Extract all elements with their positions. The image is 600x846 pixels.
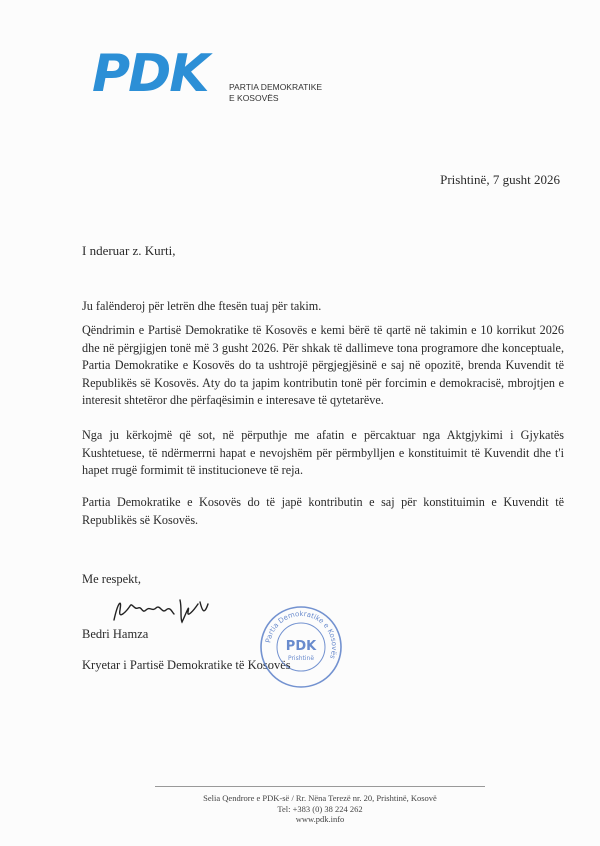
stamp-center-text: PDK (285, 639, 317, 654)
salutation: I nderuar z. Kurti, (82, 243, 176, 258)
party-stamp (258, 604, 344, 690)
footer (100, 793, 540, 825)
closing: Me respekt, (82, 572, 142, 586)
place-date: Prishtinë, 7 gusht 2026 (440, 172, 560, 187)
signatory-title: Kryetar i Partisë Demokratike të Kosovës (82, 658, 291, 672)
pdk-logo: PDK (92, 44, 208, 104)
stamp-city: Prishtinë (287, 655, 315, 662)
paragraph-contribution: Partia Demokratike e Kosovës do të japë kontributin e saj për konstituimin e Kuvendit të Republikës së Kosovës. (82, 495, 564, 527)
paragraph-thanks: Ju falënderoj për letrën dhe ftesën tuaj për takim. (82, 299, 322, 313)
signatory-name: Bedri Hamza (82, 627, 149, 641)
footer-divider (155, 786, 485, 787)
party-name (229, 82, 322, 104)
party-name-line1: PARTIA DEMOKRATIKE (229, 82, 323, 92)
paragraph-position: Qëndrimin e Partisë Demokratike të Kosovës e kemi bërë të qartë në takimin e 10 korrikut 2026 dhe në përgjigjen tonë më 3 gusht 2026. Për shkak të dallimeve tona programore dhe konceptuale, Partia Demokratike e Kosovës do ta ushtrojë përgjegjësinë e saj në opozitë, brenda Kuvendit të Republikës së Kosovës. Aty do ta japim kontributin tonë për forcimin e demokracisë, mbrojtjen e interesit shtetëror dhe përfaqësimin e interesave të qytetarëve. (82, 323, 564, 407)
party-name-line2: E KOSOVËS (229, 93, 279, 103)
stamp-ring-text: Partia Demokratike e Kosovës (264, 609, 339, 660)
footer-website: www.pdk.info (295, 814, 345, 824)
footer-address: Selia Qendrore e PDK-së / Rr. Nëna Terezë nr. 20, Prishtinë, Kosovë (203, 793, 437, 803)
footer-phone: Tel: +383 (0) 38 224 262 (277, 803, 363, 814)
handwritten-signature (108, 592, 218, 628)
paragraph-request: Nga ju kërkojmë që sot, në përputhje me afatin e përcaktuar nga Aktgjykimi i Gjykatës Kushtetuese, të ndërmerrni hapat e nevojshëm për përmbylljen e konstituimit të Kuvendit dhe t'i hapet rrugë formimit të institucioneve të reja. (82, 428, 564, 477)
